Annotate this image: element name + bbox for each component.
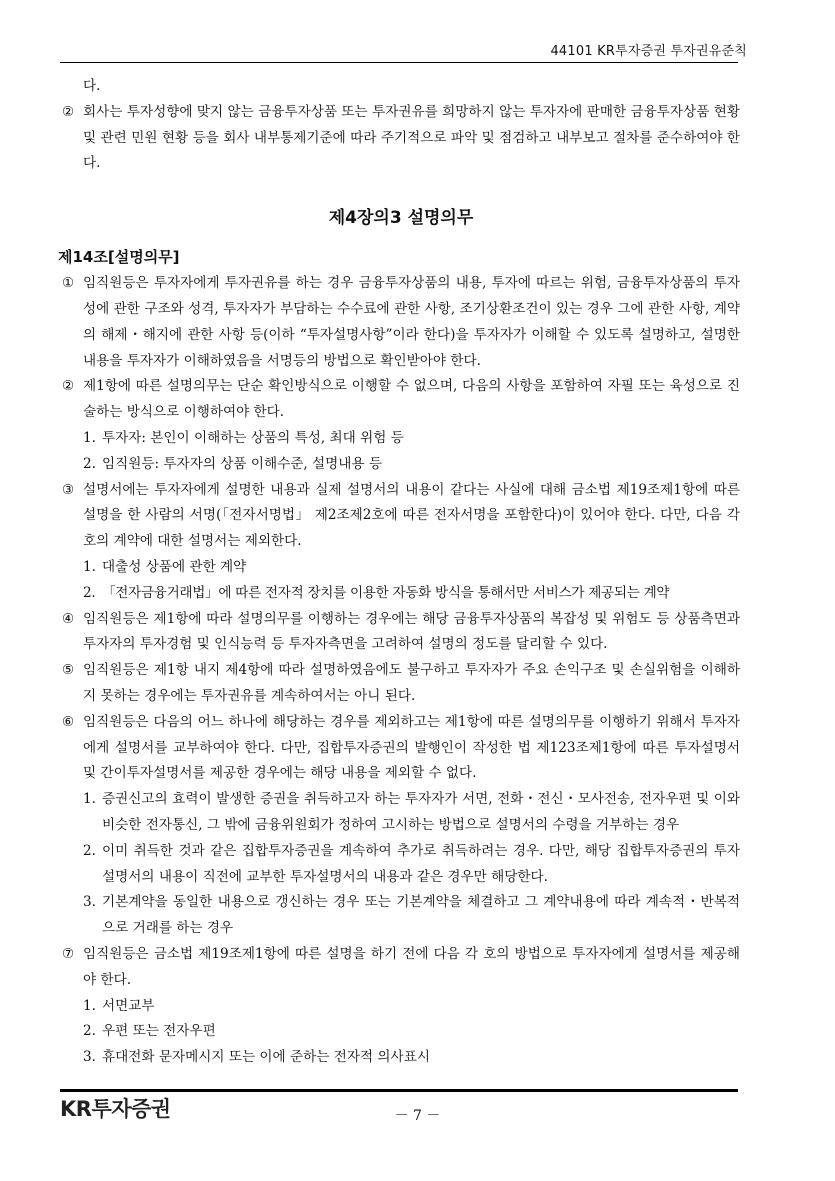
list-item [62,452,740,478]
item-marker: 3. [83,894,96,911]
item-text: 「전자금융거래법」에 따른 전자적 장치를 이용한 자동화 방식을 통해서만 서비스가 제공되는 계약 [102,584,670,601]
header-title: 44101 KR투자증권 투자권유준칙 [550,44,747,59]
company-logo: KR투자증권 [60,1097,171,1121]
paragraph-text: 임직원등은 제1항 내지 제4항에 따라 설명하였음에도 불구하고 투자자가 주요 손익구조 및 손실위험을 이해하지 못하는 경우에는 투자권유를 계속하여서는 아니 된다. [83,662,740,704]
paragraph-4 [62,607,740,659]
item-text: 증권신고의 효력이 발생한 증권을 취득하고자 하는 투자자가 서면, 전화・전신・모사전송, 전자우편 및 이와 비슷한 전자통신, 그 밖에 금융위원회가 정하여 고시하는 방법으로 설명서의 수령을 거부하는 경우 [102,791,740,833]
paragraph-text: 임직원등은 다음의 어느 하나에 해당하는 경우를 제외하고는 제1항에 따른 설명의무를 이행하기 위해서 투자자에게 설명서를 교부하여야 한다. 다만, 집합투자증권의 발행인이 작성한 법 제123조제1항에 따른 투자설명서 및 간이투자설명서를 제공한 경우에는 해당 내용을 제외할 수 없다. [83,713,740,782]
paragraph-marker: ⑤ [62,662,75,679]
paragraph-1 [62,271,740,374]
page-number: － 7 － [394,1108,441,1124]
paragraph-7 [62,942,740,994]
paragraph-marker: ③ [62,481,75,498]
item-text: 기본계약을 동일한 내용으로 갱신하는 경우 또는 기본계약을 체결하고 그 계약내용에 따라 계속적・반복적으로 거래를 하는 경우 [102,894,740,937]
item-text: 이미 취득한 것과 같은 집합투자증권을 계속하여 추가로 취득하려는 경우. 다만, 해당 집합투자증권의 투자설명서의 내용이 직전에 교부한 투자설명서의 내용과 같은 경우만 해당한다. [102,842,740,885]
paragraph-marker: ② [62,103,75,120]
paragraph-text: 설명서에는 투자자에게 설명한 내용과 실제 설명서의 내용이 같다는 사실에 대해 금소법 제19조제1항에 따른 설명을 한 사람의 서명(「전자서명법」 제2조제2호에 따른 전자서명을 포함한다)이 있어야 한다. 다만, 다음 각 호의 계약에 대한 설명서는 제외한다. [83,481,740,550]
paragraph-text: 회사는 투자성향에 맞지 않는 금융투자상품 또는 투자권유를 희망하지 않는 투자자에 판매한 금융투자상품 현황 및 관련 민원 현황 등을 회사 내부통제기준에 따라 주기적으로 파악 및 점검하고 내부보고 절차를 준수하여야 한다. [83,103,740,172]
paragraph-marker: ① [62,275,75,292]
item-text: 서면교부 [102,997,155,1014]
item-marker: 2. [83,584,96,601]
item-text: 투자자: 본인이 이해하는 상품의 특성, 최대 위험 등 [102,429,404,446]
paragraph-2 [62,374,740,426]
item-text: 휴대전화 문자메시지 또는 이에 준하는 전자적 의사표시 [102,1049,430,1066]
list-item [62,994,740,1020]
list-item [62,581,740,607]
chapter-title: 제4장의3 설명의무 [328,208,474,229]
paragraph-marker: ⑦ [62,945,75,962]
item-marker: 2. [83,1023,96,1040]
paragraph-5 [62,658,740,710]
item-marker: 1. [83,429,96,446]
paragraph-marker: ② [62,378,75,395]
paragraph-text: 제1항에 따른 설명의무는 단순 확인방식으로 이행할 수 없으며, 다음의 사항을 포함하여 자필 또는 육성으로 진술하는 방식으로 이행하여야 한다. [83,378,740,421]
paragraph-text: 임직원등은 제1항에 따라 설명의무를 이행하는 경우에는 해당 금융투자상품의 복잡성 및 위험도 등 상품측면과 투자자의 투자경험 및 인식능력 등 투자자측면을 고려하여 설명의 정도를 달리할 수 있다. [83,610,740,653]
continuation-text: 다. [83,78,101,94]
list-item [62,1045,740,1071]
item-marker: 3. [83,1049,96,1066]
header-rule [60,62,738,63]
item-marker: 1. [83,558,96,575]
footer-rule [60,1089,738,1092]
list-item [62,426,740,452]
paragraph-text: 임직원등은 금소법 제19조제1항에 따른 설명을 하기 전에 다음 각 호의 방법으로 투자자에게 설명서를 제공해야 한다. [83,945,740,988]
item-marker: 1. [83,791,96,808]
list-item [62,787,740,839]
paragraph-6 [62,710,740,787]
item-text: 우편 또는 전자우편 [102,1023,216,1040]
item-text: 임직원등: 투자자의 상품 이해수준, 설명내용 등 [102,455,383,472]
list-item [62,890,740,942]
list-item [62,839,740,891]
paragraph-3 [62,478,740,555]
paragraph-2-prev [62,100,740,177]
item-text: 대출성 상품에 관한 계약 [102,558,247,575]
item-marker: 2. [83,842,96,859]
item-marker: 2. [83,455,96,472]
article-title: 제14조[설명의무] [58,248,180,267]
document-body [58,74,740,1071]
paragraph-marker: ④ [62,610,75,627]
list-item [62,555,740,581]
paragraph-text: 임직원등은 투자자에게 투자권유를 하는 경우 금융투자상품의 내용, 투자에 따르는 위험, 금융투자상품의 투자성에 관한 구조와 성격, 투자자가 부담하는 수수료에 관한 사항, 조기상환조건이 있는 경우 그에 관한 사항, 계약의 해제・해지에 관한 사항 등(이하 “투자설명사항”이라 한다)을 투자자가 이해할 수 있도록 설명하고, 설명한 내용을 투자자가 이해하였음을 서명등의 방법으로 확인받아야 한다. [83,275,740,369]
paragraph-marker: ⑥ [62,713,75,730]
list-item [62,1019,740,1045]
item-marker: 1. [83,997,96,1014]
